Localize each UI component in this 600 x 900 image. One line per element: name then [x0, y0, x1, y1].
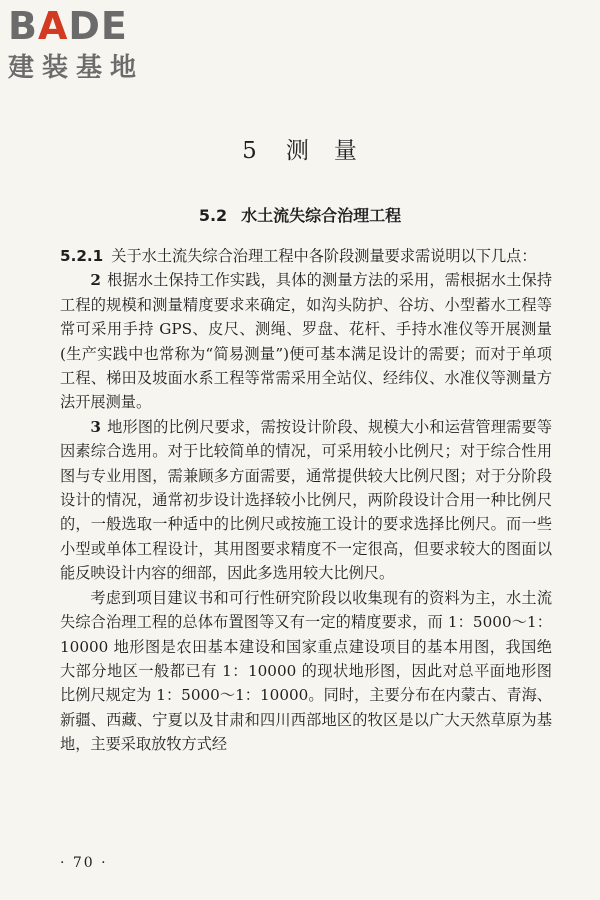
- body-text: [60, 244, 552, 757]
- body-paragraph: 考虑到项目建议书和可行性研究阶段以收集现有的资料为主，水土流失综合治理工程的总体布置图等又有一定的精度要求，而 1：5000～1：10000 地形图是农田基本建设和国家重点建设项目的基本用图，我国绝大部分地区一般都已有 1：10000 的现状地形图，因此对总平面地形图比例尺规定为 1：5000～1：10000。同时，主要分布在内蒙古、青海、新疆、西藏、宁夏以及甘肃和四川西部地区的牧区是以广大天然草原为基地，主要采取放牧方式经: [60, 588, 552, 754]
- chapter-title: 测 量: [285, 138, 358, 164]
- logo-accent-letter: A: [37, 4, 69, 48]
- logo-wordmark: BADE: [8, 4, 128, 48]
- clause-text: 关于水土流失综合治理工程中各阶段测量要求需说明以下几点：: [111, 247, 537, 265]
- item-number: 2: [90, 271, 101, 290]
- item-number: 3: [90, 417, 101, 436]
- publisher-logo: [8, 6, 178, 98]
- chapter-heading: [0, 132, 600, 165]
- clause-paragraph: [60, 244, 552, 268]
- section-number: 5.2: [198, 206, 228, 225]
- clause-number: 5.2.1: [60, 247, 104, 265]
- chapter-number: 5: [242, 138, 258, 164]
- logo-subtitle: 建装基地: [8, 53, 145, 83]
- page-number: · 70 ·: [60, 855, 108, 871]
- item-text: 根据水土保持工作实践，具体的测量方法的采用，需根据水土保持工程的规模和测量精度要求来确定，如沟头防护、谷坊、小型蓄水工程等常可采用手持 GPS、皮尺、测绳、罗盘、花杆、手持水准仪等开展测量(生产实践中也常称为“简易测量”)便可基本满足设计的需要；而对于单项工程、梯田及坡面水系工程等常需采用全站仪、经纬仪、水准仪等测量方法开展测量。: [60, 271, 552, 412]
- section-heading: [0, 203, 600, 226]
- item-text: 地形图的比例尺要求，需按设计阶段、规模大小和运营管理需要等因素综合选用。对于比较简单的情况，可采用较小比例尺；对于综合性用图与专业用图，需兼顾多方面需要，通常提供较大比例尺图；对于分阶段设计的情况，通常初步设计选择较小比例尺，两阶段设计合用一种比例尺的，一般选取一种适中的比例尺或按施工设计的要求选择比例尺。而一些小型或单体工程设计，其用图要求精度不一定很高，但要求较大的图面以能反映设计内容的细部，因此多选用较大比例尺。: [60, 417, 552, 583]
- item-paragraph: [60, 268, 552, 414]
- item-paragraph: [60, 415, 552, 586]
- section-title: 水土流失综合治理工程: [241, 206, 402, 225]
